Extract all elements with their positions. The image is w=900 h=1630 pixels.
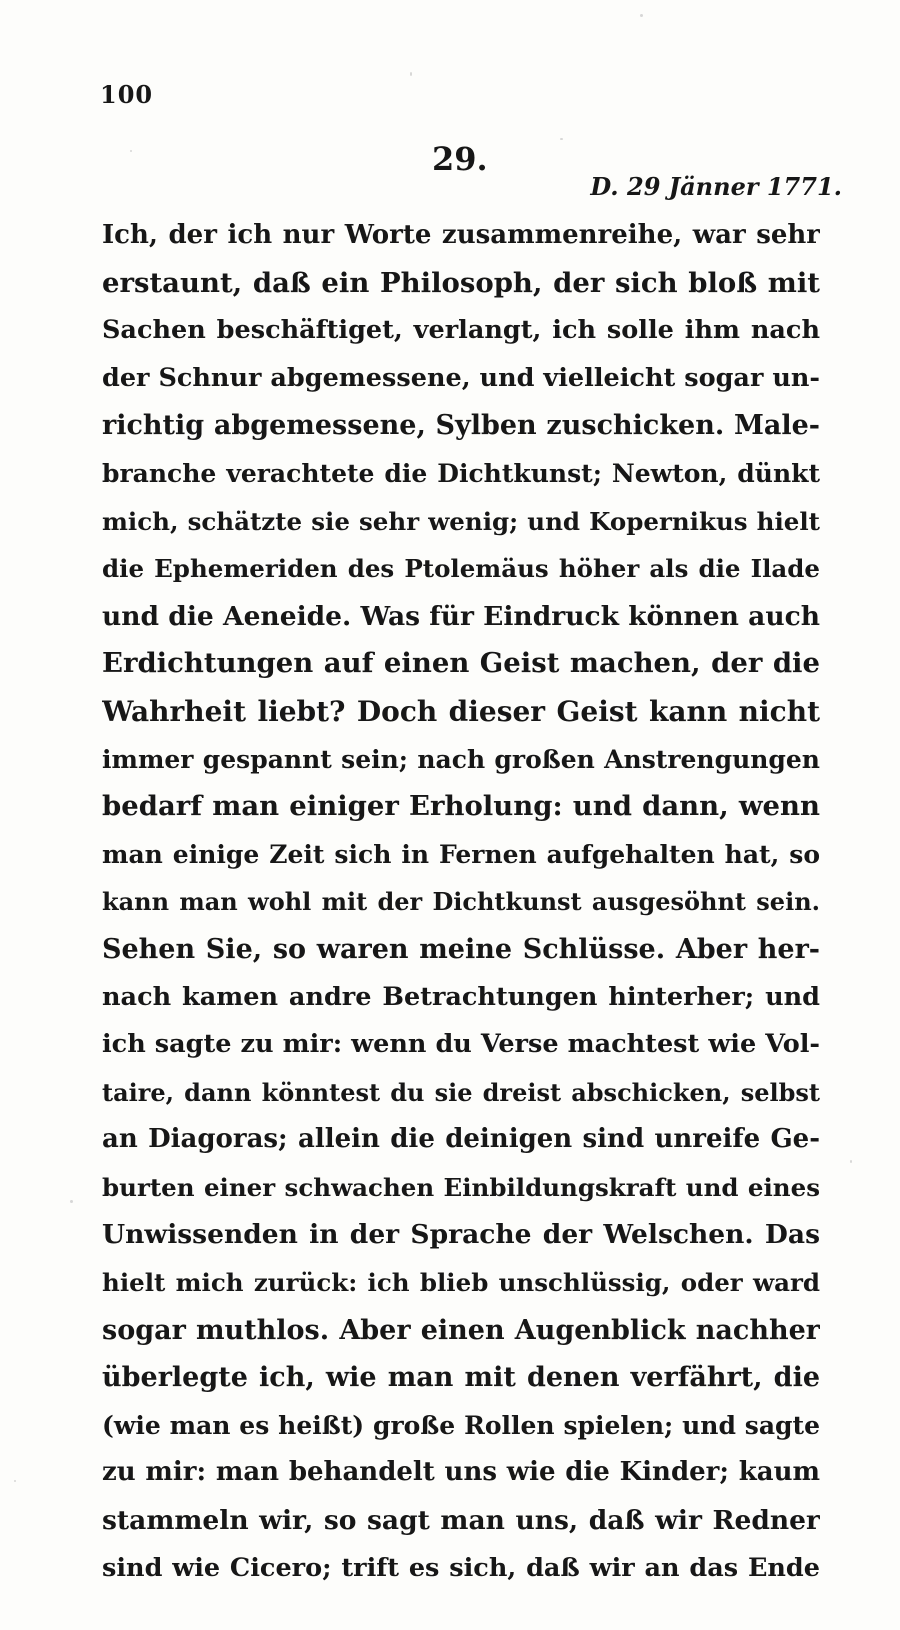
text-line: nach kamen andre Betrachtungen hinterher; und [102,981,820,1012]
scan-speckle [560,138,563,140]
text-line: bedarf man einiger Erholung: und dann, wenn [102,790,820,823]
text-line: an Diagoras; allein die deinigen sind unreife Ge- [102,1124,820,1155]
text-line: sind wie Cicero; trift es sich, daß wir an das Ende [102,1552,820,1583]
text-line: burten einer schwachen Einbildungskraft und eines [102,1172,820,1202]
text-line: erstaunt, daß ein Philosoph, der sich bloß mit [102,266,820,299]
scan-speckle [850,1160,852,1163]
text-line: Ich, der ich nur Worte zusammenreihe, war sehr [102,220,820,250]
text-line: die Ephemeriden des Ptolemäus höher als die Ilade [102,554,820,584]
text-line: Sachen beschäftiget, verlangt, ich solle ihm nach [102,315,820,346]
text-line: immer gespannt sein; nach großen Anstrengungen [102,744,820,774]
scan-speckle [14,1480,16,1482]
scan-speckle [410,72,412,76]
scan-speckle [70,1200,73,1203]
text-line: Sehen Sie, so waren meine Schlüsse. Aber her- [102,933,820,965]
text-line: ich sagte zu mir: wenn du Verse machtest wie Vol- [102,1029,820,1060]
text-line: kann man wohl mit der Dichtkunst ausgesöhnt sein. [102,887,820,917]
text-line: sogar muthlos. Aber einen Augenblick nachher [102,1314,820,1346]
letter-body [102,212,820,1592]
text-line: mich, schätzte sie sehr wenig; und Kopernikus hielt [102,506,820,536]
page-number: 100 [100,80,154,109]
text-line: Erdichtungen auf einen Geist machen, der die [102,647,820,680]
scan-speckle [640,14,643,17]
scan-speckle [130,150,132,152]
text-line: branche verachtete die Dichtkunst; Newton, dünkt [102,458,820,488]
text-line: der Schnur abgemessene, und vielleicht sogar un- [102,362,820,393]
text-line: Unwissenden in der Sprache der Welschen. Das [102,1219,820,1251]
text-line: und die Aeneide. Was für Eindruck können auch [102,600,820,632]
letter-date: D. 29 Jänner 1771. [590,172,842,201]
text-line: man einige Zeit sich in Fernen aufgehalten hat, so [102,839,820,869]
text-line: Wahrheit liebt? Doch dieser Geist kann nicht [102,694,820,728]
text-line: (wie man es heißt) große Rollen spielen; und sagte [102,1410,820,1440]
text-line: richtig abgemessene, Sylben zuschicken. Male- [102,410,820,442]
text-line: taire, dann könntest du sie dreist abschicken, selbst [102,1077,820,1107]
text-line: überlegte ich, wie man mit denen verfährt, die [102,1362,820,1394]
chapter-number: 29. [432,140,488,178]
text-line: zu mir: man behandelt uns wie die Kinder; kaum [102,1457,820,1488]
text-line: hielt mich zurück: ich blieb unschlüssig, oder ward [102,1268,820,1298]
text-line: stammeln wir, so sagt man uns, daß wir Redner [102,1505,820,1537]
